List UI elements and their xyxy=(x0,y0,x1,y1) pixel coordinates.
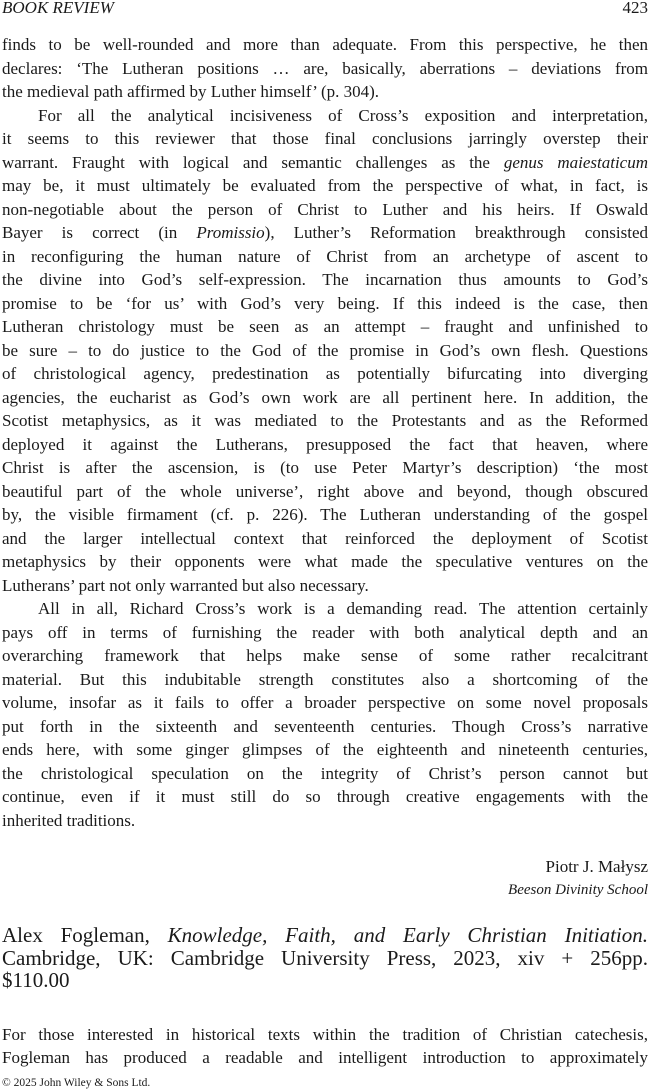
text-line: metaphysics by their opponents were what made the speculative ventures on the xyxy=(2,552,648,571)
text-span: ), Luther’s Reformation breakthrough consisted xyxy=(264,223,648,242)
text-line: finds to be well-rounded and more than adequate. From this perspective, he then xyxy=(2,35,648,54)
book-price: $110.00 xyxy=(2,968,70,992)
reviewer-name: Piotr J. Małysz xyxy=(545,857,648,876)
text-line: promise to be ‘for us’ with God’s very being. If this indeed is the case, then xyxy=(2,293,648,313)
text-line: be sure – to do justice to the God of the promise in God’s own flesh. Questions xyxy=(2,340,648,360)
book-title: Knowledge, Faith, and Early Christian Initiation. xyxy=(167,923,648,947)
text-line: Lutherans’ part not only warranted but also necessary. xyxy=(2,575,369,595)
text-line: continue, even if it must still do so through creative engagements with the xyxy=(2,787,648,806)
reviewer-affiliation: Beeson Divinity School xyxy=(508,882,648,898)
text-line: put forth in the sixteenth and seventeenth centuries. Though Cross’s narrative xyxy=(2,716,648,736)
book-citation xyxy=(2,924,648,992)
text-line xyxy=(2,221,648,245)
text-line: overarching framework that helps make sense of some rather recalcitrant xyxy=(2,646,648,665)
text-line: volume, insofar as it fails to offer a broader perspective on some novel proposals xyxy=(2,693,648,712)
text-line: the christological speculation on the integrity of Christ’s person cannot but xyxy=(2,763,648,783)
text-line: deployed it against the Lutherans, presupposed the fact that heaven, where xyxy=(2,434,648,454)
text-line: in reconfiguring the human nature of Christ from an archetype of ascent to xyxy=(2,246,648,266)
text-line: declares: ‘The Lutheran positions … are, basically, aberrations – deviations from xyxy=(2,58,648,78)
text-line: inherited traditions. xyxy=(2,810,136,830)
text-line: beautiful part of the whole universe’, right above and beyond, though obscured xyxy=(2,481,648,501)
text-line: and the larger intellectual context that reinforced the deployment of Scotist xyxy=(2,528,648,548)
running-header-section: BOOK REVIEW xyxy=(2,0,114,17)
page-number: 423 xyxy=(622,0,648,17)
italic-term: genus maiestaticum xyxy=(503,152,648,172)
text-line: Christ is after the ascension, is (to use Peter Martyr’s description) ‘the most xyxy=(2,458,648,477)
text-line: it seems to this reviewer that those final conclusions jarringly overstep their xyxy=(2,129,648,148)
text-line: ends here, with some ginger glimpses of the eighteenth and nineteenth centuries, xyxy=(2,740,648,759)
citation-line xyxy=(2,924,648,947)
text-line xyxy=(2,151,648,175)
text-line: Scotist metaphysics, as it was mediated to the Protestants and as the Reformed xyxy=(2,411,648,430)
text-span: warrant. Fraught with logical and semantic challenges as the xyxy=(2,152,504,172)
text-line: may be, it must ultimately be evaluated from the perspective of what, in fact, is xyxy=(2,176,648,195)
text-line: Lutheran christology must be seen as an attempt – fraught and unfinished to xyxy=(2,317,648,336)
text-line: All in all, Richard Cross’s work is a demanding read. The attention certainly xyxy=(38,599,648,618)
text-line: agencies, the eucharist as God’s own work are all pertinent here. In addition, the xyxy=(2,387,648,407)
text-line: pays off in terms of furnishing the reader with both analytical depth and an xyxy=(2,622,648,642)
text-line: non-negotiable about the person of Christ to Luther and his heirs. If Oswald xyxy=(2,199,648,219)
text-line: of christological agency, predestination as potentially bifurcating into diverging xyxy=(2,364,648,383)
copyright-footer: © 2025 John Wiley & Sons Ltd. xyxy=(2,1077,151,1089)
text-line: material. But this indubitable strength constitutes also a shortcoming of the xyxy=(2,669,648,689)
text-span: Bayer is correct (in xyxy=(2,223,197,242)
citation-publisher: Cambridge, UK: Cambridge University Press, 2023, xiv + 256pp. xyxy=(2,945,648,970)
review-body xyxy=(2,33,648,832)
text-line: For all the analytical incisiveness of Cross’s exposition and interpretation, xyxy=(38,105,648,125)
text-line: Fogleman has produced a readable and intelligent introduction to approximately xyxy=(2,1047,648,1067)
italic-title: Promissio xyxy=(196,223,265,242)
text-line: by, the visible firmament (cf. p. 226). The Lutheran understanding of the gospel xyxy=(2,505,648,524)
book-author: Alex Fogleman, xyxy=(2,923,168,947)
next-review-body xyxy=(2,1024,648,1069)
text-line: For those interested in historical texts within the tradition of Christian catechesis, xyxy=(2,1025,648,1044)
text-line: the divine into God’s self-expression. The incarnation thus amounts to God’s xyxy=(2,270,648,289)
text-line: the medieval path affirmed by Luther himself’ (p. 304). xyxy=(2,82,380,101)
